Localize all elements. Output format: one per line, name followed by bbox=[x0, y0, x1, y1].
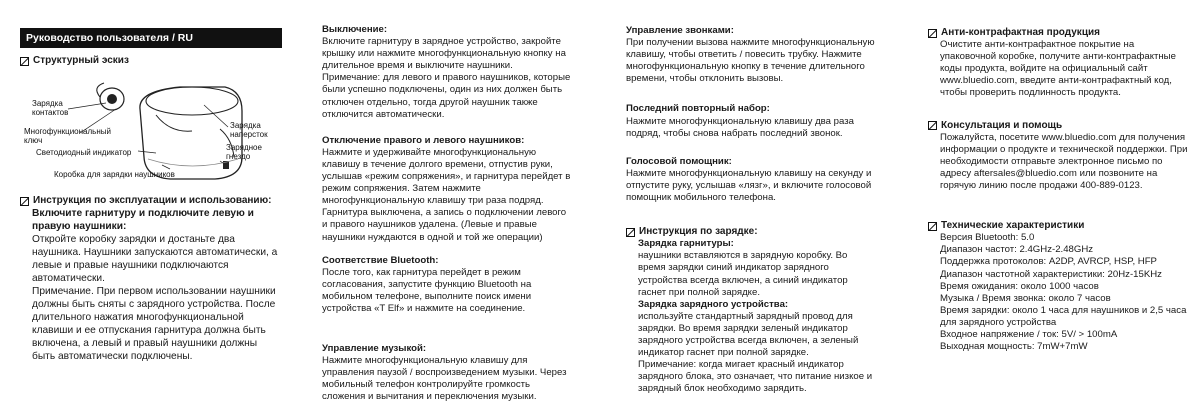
spec-item: Музыка / Время звонка: около 7 часов bbox=[940, 292, 1111, 304]
label-charging-socket: Зарядное гнездо bbox=[226, 143, 262, 162]
disconnect-body: Нажмите и удерживайте многофункциональную клавишу в течение долгого времени, отпустив руки, услышав «режим сопряжения», и гарнитура перейдет в режим сопряжения. Затем нажмите многофункциональную клавишу три раза подряд. Гарнитура выключена, а запись о подключении левого и правого наушников удалена. (Левые и правые наушники нуждаются в одной и той же операции) bbox=[322, 146, 571, 243]
label-multifunction-key: Многофункциональный ключ bbox=[24, 127, 111, 146]
column-3 bbox=[626, 0, 876, 395]
power-off-note: Примечание: для левого и правого наушников, которые были успешно подключены, один из них должен быть отключен отдельно, тогда другой наушник также отключится автоматически. bbox=[322, 72, 571, 120]
charging-note: Примечание: когда мигает красный индикатор зарядного блока, это означает, что питание низкое и зарядный блок необходимо зарядить. bbox=[638, 359, 873, 395]
power-off-title: Выключение: bbox=[322, 24, 388, 35]
bluetooth-title: Соответствие Bluetooth: bbox=[322, 254, 439, 266]
support-body: Пожалуйста, посетите www.bluedio.com для получения информации о продукте и технической поддержки. При необходимости отправьте электронное письмо по адресу aftersales@bluedio.com или позвоните на горячую линию после продажи 400-889-0123. bbox=[940, 131, 1188, 192]
charging-box-body: используйте стандартный зарядный провод для зарядки. Во время зарядки зеленый индикатор зарядного устройства всегда включен, а зеленый индикатор гаснет при полной зарядке. bbox=[638, 310, 859, 359]
anti-counterfeit-body: Очистите анти-контрафактное покрытие на упаковочной коробке, получите анти-контрафактные коды продукта, войдите на официальный сайт www.bluedio.com, введите анти-контрафактный код, чтобы проверить подлинность продукта. bbox=[940, 39, 1176, 99]
section-marker-icon bbox=[928, 29, 937, 38]
column-1 bbox=[20, 0, 282, 363]
column-4 bbox=[928, 0, 1190, 353]
spec-item: Время ожидания: около 1000 часов bbox=[940, 280, 1099, 292]
voice-assistant-title: Голосовой помощник: bbox=[626, 155, 732, 167]
disconnect-title: Отключение правого и левого наушников: bbox=[322, 134, 525, 146]
label-charging-caps: Зарядка наперсток bbox=[230, 121, 268, 140]
instructions-heading: Инструкция по эксплуатации и использованию: bbox=[20, 195, 282, 207]
redial-title: Последний повторный набор: bbox=[626, 103, 770, 115]
instructions-note: Примечание. При первом использовании наушники должны быть сняты с зарядного устройства. После длительного нажатия многофункциональной клавиши и ее отпускания гарнитура должна быть включена, а левый и правый наушники должны быть автоматически подключены. bbox=[32, 286, 276, 363]
voice-assistant-body: Нажмите многофункциональную клавишу на секунду и отпустите руку, услышав «лязг», и включите голосовой помощник мобильного телефона. bbox=[626, 167, 872, 204]
calls-body: При получении вызова нажмите многофункциональную клавишу, чтобы ответить / повесить трубку. Нажмите многофункциональную кнопку в течение длительного времени, чтобы отклонить вызовы. bbox=[626, 37, 875, 85]
charging-box-title: Зарядка зарядного устройства: bbox=[638, 298, 789, 310]
spec-item: Версия Bluetooth: 5.0 bbox=[940, 232, 1035, 244]
section-marker-icon bbox=[928, 222, 937, 231]
charging-headset-body: наушники вставляются в зарядную коробку. Во время зарядки синий индикатор зарядного устройства всегда включен, а синий индикатор гаснет при полной зарядке. bbox=[638, 250, 848, 298]
label-charging-contacts: Зарядка контактов bbox=[32, 99, 69, 118]
spec-item: Диапазон частот: 2.4GHz-2.48GHz bbox=[940, 244, 1094, 256]
music-body: Нажмите многофункциональную клавишу для управления паузой / воспроизведением музыки. Через мобильный телефон контролируйте громкость сложения и вычитания и переключения музыки. bbox=[322, 355, 567, 403]
redial-body: Нажмите многофункциональную клавишу два раза подряд, чтобы снова набрать последний звонок. bbox=[626, 115, 854, 139]
spec-item: Время зарядки: около 1 часа для наушников и 2,5 часа для зарядного устройства bbox=[940, 304, 1187, 328]
specs-heading: Технические характеристики bbox=[928, 220, 1190, 232]
spec-item: Диапазон частотной характеристики: 20Hz-15KHz bbox=[940, 268, 1162, 280]
charging-heading: Инструкция по зарядке: bbox=[626, 226, 876, 238]
manual-header: Руководство пользователя / RU bbox=[20, 28, 282, 48]
section-marker-icon bbox=[20, 57, 29, 66]
sketch-heading: Структурный эскиз bbox=[20, 55, 282, 67]
section-marker-icon bbox=[20, 197, 29, 206]
structure-sketch bbox=[20, 69, 282, 187]
instructions-body: Откройте коробку зарядки и достаньте два наушника. Наушники запускаются автоматически, а левые и правые наушники подключаются автоматически. bbox=[32, 234, 278, 285]
spec-item: Поддержка протоколов: A2DP, AVRCP, HSP, HFP bbox=[940, 256, 1157, 268]
label-led-indicator: Светодиодный индикатор bbox=[36, 148, 132, 158]
anti-counterfeit-heading: Анти-контрафактная продукция bbox=[928, 27, 1190, 39]
instructions-subheading: Включите гарнитуру и подключите левую и правую наушники: bbox=[32, 208, 254, 233]
bluetooth-body: После того, как гарнитура перейдет в режим согласования, запустите функцию Bluetooth на мобильном телефоне, выполните поиск имени устройства «T Elf» и нажмите на соединение. bbox=[322, 266, 532, 314]
calls-title: Управление звонками: bbox=[626, 25, 734, 36]
section-marker-icon bbox=[928, 121, 937, 130]
specs-list bbox=[928, 232, 1190, 353]
charging-headset-title: Зарядка гарнитуры: bbox=[638, 238, 734, 250]
section-marker-icon bbox=[626, 228, 635, 237]
music-title: Управление музыкой: bbox=[322, 343, 427, 355]
label-charging-box: Коробка для зарядки наушников bbox=[54, 170, 175, 180]
column-2 bbox=[322, 0, 574, 404]
support-heading: Консультация и помощь bbox=[928, 120, 1190, 132]
power-off-body: Включите гарнитуру в зарядное устройство, закройте крышку или нажмите многофункциональную кнопку на длительное время и выключите наушники. bbox=[322, 36, 566, 72]
spec-item: Выходная мощность: 7mW+7mW bbox=[940, 341, 1088, 353]
spec-item: Входное напряжение / ток: 5V/ > 100mA bbox=[940, 328, 1118, 340]
